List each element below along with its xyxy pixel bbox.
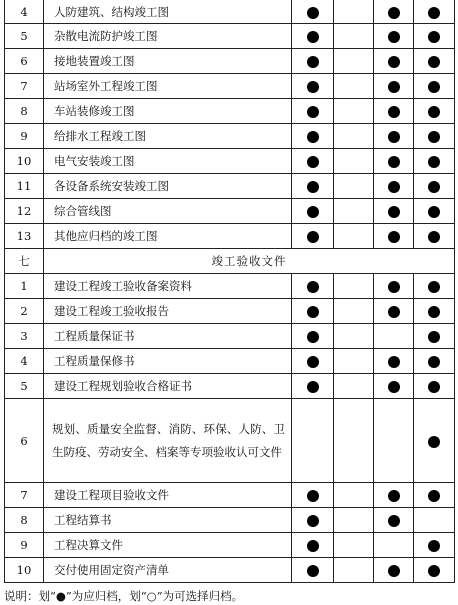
document-name: 电气安装竣工图 bbox=[44, 149, 292, 174]
filled-dot-icon bbox=[388, 131, 400, 143]
archive-mark-cell bbox=[374, 124, 414, 149]
table-row bbox=[5, 508, 455, 533]
archive-mark-cell bbox=[292, 1, 334, 24]
archive-mark-cell bbox=[292, 74, 334, 99]
archive-mark-cell bbox=[414, 508, 455, 533]
archive-mark-cell bbox=[334, 399, 374, 483]
row-number: 1 bbox=[5, 274, 44, 299]
filled-dot-icon bbox=[388, 81, 400, 93]
archive-mark-cell bbox=[334, 533, 374, 558]
filled-dot-icon bbox=[307, 31, 319, 43]
filled-dot-icon bbox=[388, 490, 400, 502]
archive-mark-cell bbox=[334, 324, 374, 349]
table-row bbox=[5, 49, 455, 74]
archive-table bbox=[4, 0, 455, 583]
document-name: 建设工程规划验收合格证书 bbox=[44, 374, 292, 399]
table-row bbox=[5, 558, 455, 583]
filled-dot-icon bbox=[307, 131, 319, 143]
filled-dot-icon bbox=[307, 356, 319, 368]
filled-dot-icon bbox=[388, 231, 400, 243]
table-footnote: 说明：划“●”为应归档，划“○”为可选择归档。 bbox=[4, 589, 244, 603]
filled-dot-icon bbox=[307, 381, 319, 393]
archive-mark-cell bbox=[374, 149, 414, 174]
section-title: 竣工验收文件 bbox=[44, 249, 455, 274]
filled-dot-icon bbox=[307, 515, 319, 527]
row-number: 7 bbox=[5, 483, 44, 508]
table-row bbox=[5, 1, 455, 24]
archive-mark-cell bbox=[414, 483, 455, 508]
row-number: 9 bbox=[5, 533, 44, 558]
archive-mark-cell bbox=[292, 299, 334, 324]
document-name: 各设备系统安装竣工图 bbox=[44, 174, 292, 199]
table-row bbox=[5, 349, 455, 374]
archive-mark-cell bbox=[374, 508, 414, 533]
filled-dot-icon bbox=[428, 81, 440, 93]
archive-mark-cell bbox=[334, 274, 374, 299]
archive-mark-cell bbox=[374, 24, 414, 49]
filled-dot-icon bbox=[428, 181, 440, 193]
archive-mark-cell bbox=[374, 224, 414, 249]
archive-mark-cell bbox=[374, 49, 414, 74]
archive-mark-cell bbox=[414, 349, 455, 374]
archive-mark-cell bbox=[292, 124, 334, 149]
archive-mark-cell bbox=[334, 558, 374, 583]
document-name: 车站装修竣工图 bbox=[44, 99, 292, 124]
archive-mark-cell bbox=[292, 508, 334, 533]
document-name: 建设工程竣工验收备案资料 bbox=[44, 274, 292, 299]
archive-mark-cell bbox=[292, 274, 334, 299]
filled-dot-icon bbox=[307, 281, 319, 293]
filled-dot-icon bbox=[428, 206, 440, 218]
filled-dot-icon bbox=[428, 381, 440, 393]
filled-dot-icon bbox=[428, 306, 440, 318]
document-name: 工程决算文件 bbox=[44, 533, 292, 558]
table-row bbox=[5, 124, 455, 149]
table-row bbox=[5, 199, 455, 224]
table-row bbox=[5, 174, 455, 199]
row-number: 5 bbox=[5, 374, 44, 399]
archive-mark-cell bbox=[374, 274, 414, 299]
table-row bbox=[5, 74, 455, 99]
filled-dot-icon bbox=[428, 331, 440, 343]
row-number: 10 bbox=[5, 558, 44, 583]
archive-mark-cell bbox=[374, 199, 414, 224]
archive-mark-cell bbox=[374, 299, 414, 324]
filled-dot-icon bbox=[388, 181, 400, 193]
archive-mark-cell bbox=[374, 374, 414, 399]
archive-mark-cell bbox=[292, 349, 334, 374]
document-name: 给排水工程竣工图 bbox=[44, 124, 292, 149]
table-row bbox=[5, 483, 455, 508]
archive-mark-cell bbox=[374, 1, 414, 24]
archive-mark-cell bbox=[414, 124, 455, 149]
filled-dot-icon bbox=[307, 106, 319, 118]
row-number: 2 bbox=[5, 299, 44, 324]
table-row bbox=[5, 149, 455, 174]
row-number: 8 bbox=[5, 508, 44, 533]
filled-dot-icon bbox=[388, 565, 400, 577]
archive-mark-cell bbox=[414, 174, 455, 199]
archive-mark-cell bbox=[292, 324, 334, 349]
filled-dot-icon bbox=[428, 356, 440, 368]
row-number: 8 bbox=[5, 99, 44, 124]
row-number: 12 bbox=[5, 199, 44, 224]
filled-dot-icon bbox=[388, 156, 400, 168]
filled-dot-icon bbox=[307, 565, 319, 577]
filled-dot-icon bbox=[307, 181, 319, 193]
document-name: 工程质量保修书 bbox=[44, 349, 292, 374]
filled-dot-icon bbox=[428, 56, 440, 68]
filled-dot-icon bbox=[428, 436, 440, 448]
filled-dot-icon bbox=[307, 7, 319, 19]
archive-mark-cell bbox=[292, 483, 334, 508]
archive-mark-cell bbox=[334, 124, 374, 149]
filled-dot-icon bbox=[428, 131, 440, 143]
document-name: 其他应归档的竣工图 bbox=[44, 224, 292, 249]
archive-mark-cell bbox=[414, 1, 455, 24]
filled-dot-icon bbox=[307, 540, 319, 552]
table-row bbox=[5, 274, 455, 299]
archive-mark-cell bbox=[414, 99, 455, 124]
archive-mark-cell bbox=[414, 533, 455, 558]
document-name: 工程质量保证书 bbox=[44, 324, 292, 349]
archive-mark-cell bbox=[292, 24, 334, 49]
row-number: 3 bbox=[5, 324, 44, 349]
filled-dot-icon bbox=[388, 56, 400, 68]
filled-dot-icon bbox=[428, 31, 440, 43]
filled-dot-icon bbox=[428, 156, 440, 168]
row-number: 7 bbox=[5, 74, 44, 99]
archive-mark-cell bbox=[414, 49, 455, 74]
document-name: 交付使用固定资产清单 bbox=[44, 558, 292, 583]
filled-dot-icon bbox=[307, 490, 319, 502]
filled-dot-icon bbox=[307, 81, 319, 93]
archive-mark-cell bbox=[292, 49, 334, 74]
document-name: 人防建筑、结构竣工图 bbox=[44, 1, 292, 24]
archive-mark-cell bbox=[374, 533, 414, 558]
filled-dot-icon bbox=[428, 231, 440, 243]
archive-mark-cell bbox=[414, 74, 455, 99]
filled-dot-icon bbox=[307, 231, 319, 243]
archive-mark-cell bbox=[414, 199, 455, 224]
archive-mark-cell bbox=[334, 24, 374, 49]
row-number: 6 bbox=[5, 49, 44, 74]
archive-mark-cell bbox=[334, 349, 374, 374]
table-row bbox=[5, 99, 455, 124]
archive-mark-cell bbox=[414, 24, 455, 49]
row-number: 9 bbox=[5, 124, 44, 149]
archive-mark-cell bbox=[334, 199, 374, 224]
archive-mark-cell bbox=[292, 399, 334, 483]
table-row bbox=[5, 299, 455, 324]
filled-dot-icon bbox=[388, 515, 400, 527]
filled-dot-icon bbox=[428, 565, 440, 577]
filled-dot-icon bbox=[307, 306, 319, 318]
table-row bbox=[5, 224, 455, 249]
filled-dot-icon bbox=[388, 31, 400, 43]
filled-dot-icon bbox=[307, 331, 319, 343]
filled-dot-icon bbox=[428, 281, 440, 293]
document-name: 建设工程项目验收文件 bbox=[44, 483, 292, 508]
archive-mark-cell bbox=[414, 324, 455, 349]
archive-mark-cell bbox=[334, 49, 374, 74]
archive-mark-cell bbox=[414, 558, 455, 583]
archive-mark-cell bbox=[374, 558, 414, 583]
filled-dot-icon bbox=[428, 106, 440, 118]
archive-mark-cell bbox=[292, 533, 334, 558]
archive-mark-cell bbox=[414, 374, 455, 399]
archive-mark-cell bbox=[414, 399, 455, 483]
table-row bbox=[5, 374, 455, 399]
row-number: 4 bbox=[5, 349, 44, 374]
row-number: 13 bbox=[5, 224, 44, 249]
filled-dot-icon bbox=[388, 206, 400, 218]
archive-mark-cell bbox=[374, 399, 414, 483]
filled-dot-icon bbox=[307, 156, 319, 168]
archive-mark-cell bbox=[292, 174, 334, 199]
filled-dot-icon bbox=[388, 106, 400, 118]
archive-mark-cell bbox=[292, 558, 334, 583]
archive-mark-cell bbox=[374, 483, 414, 508]
archive-mark-cell bbox=[334, 1, 374, 24]
archive-mark-cell bbox=[334, 299, 374, 324]
filled-dot-icon bbox=[307, 56, 319, 68]
table-row bbox=[5, 533, 455, 558]
filled-dot-icon bbox=[388, 281, 400, 293]
document-name: 站场室外工程竣工图 bbox=[44, 74, 292, 99]
document-name: 综合管线图 bbox=[44, 199, 292, 224]
filled-dot-icon bbox=[388, 381, 400, 393]
row-number: 5 bbox=[5, 24, 44, 49]
filled-dot-icon bbox=[307, 206, 319, 218]
row-number: 4 bbox=[5, 1, 44, 24]
archive-mark-cell bbox=[334, 224, 374, 249]
document-name: 规划、质量安全监督、消防、环保、人防、卫生防疫、劳动安全、档案等专项验收认可文件 bbox=[44, 399, 292, 483]
archive-mark-cell bbox=[292, 149, 334, 174]
document-name: 接地装置竣工图 bbox=[44, 49, 292, 74]
section-row bbox=[5, 249, 455, 274]
table-row bbox=[5, 24, 455, 49]
archive-mark-cell bbox=[414, 149, 455, 174]
archive-mark-cell bbox=[414, 224, 455, 249]
table-body bbox=[5, 1, 455, 583]
archive-mark-cell bbox=[334, 99, 374, 124]
document-name: 杂散电流防护竣工图 bbox=[44, 24, 292, 49]
archive-mark-cell bbox=[374, 324, 414, 349]
archive-mark-cell bbox=[334, 508, 374, 533]
archive-mark-cell bbox=[374, 174, 414, 199]
archive-mark-cell bbox=[414, 274, 455, 299]
document-name: 工程结算书 bbox=[44, 508, 292, 533]
archive-mark-cell bbox=[334, 483, 374, 508]
archive-mark-cell bbox=[334, 74, 374, 99]
archive-mark-cell bbox=[414, 299, 455, 324]
filled-dot-icon bbox=[428, 490, 440, 502]
archive-mark-cell bbox=[334, 149, 374, 174]
archive-mark-cell bbox=[334, 374, 374, 399]
row-number: 11 bbox=[5, 174, 44, 199]
archive-mark-cell bbox=[374, 349, 414, 374]
archive-mark-cell bbox=[334, 174, 374, 199]
archive-mark-cell bbox=[292, 224, 334, 249]
archive-mark-cell bbox=[292, 99, 334, 124]
table-row bbox=[5, 324, 455, 349]
row-number: 10 bbox=[5, 149, 44, 174]
archive-mark-cell bbox=[292, 199, 334, 224]
filled-dot-icon bbox=[428, 7, 440, 19]
filled-dot-icon bbox=[388, 306, 400, 318]
filled-dot-icon bbox=[428, 540, 440, 552]
document-name: 建设工程竣工验收报告 bbox=[44, 299, 292, 324]
table-row bbox=[5, 399, 455, 483]
archive-mark-cell bbox=[374, 74, 414, 99]
filled-dot-icon bbox=[388, 7, 400, 19]
row-number: 6 bbox=[5, 399, 44, 483]
filled-dot-icon bbox=[388, 356, 400, 368]
archive-mark-cell bbox=[292, 374, 334, 399]
row-number: 七 bbox=[5, 249, 44, 274]
archive-mark-cell bbox=[374, 99, 414, 124]
